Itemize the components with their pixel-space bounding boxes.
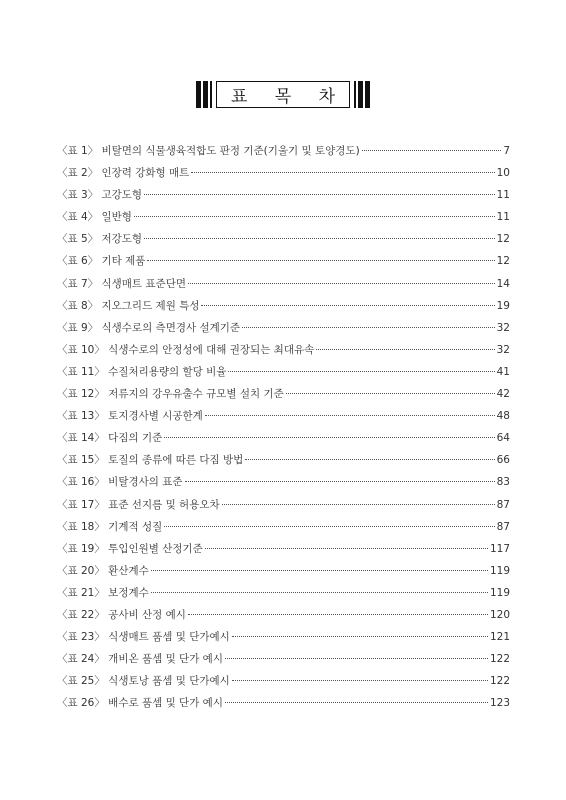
dot-leader (242, 327, 495, 328)
toc-entry-label: 〈표 24〉 개비온 품셈 및 단가 예시 (57, 653, 223, 666)
toc-entry[interactable] (57, 563, 510, 585)
toc-entry-label: 〈표 3〉 고강도형 (57, 189, 143, 202)
toc-page-number: 32 (496, 321, 510, 334)
toc-page-number: 11 (496, 189, 510, 202)
toc-entry[interactable] (57, 187, 510, 209)
bar-ornament (203, 81, 208, 108)
toc-entry-label: 〈표 12〉 저류지의 강우유출수 규모별 설치 기준 (57, 388, 284, 401)
toc-page-number: 12 (496, 233, 510, 246)
toc-entry[interactable] (57, 519, 510, 541)
toc-entry-label: 〈표 5〉 저강도형 (57, 233, 143, 246)
toc-entry-label: 〈표 14〉 다짐의 기준 (57, 432, 163, 445)
toc-entry[interactable] (57, 541, 510, 563)
toc-page-number: 87 (496, 520, 510, 533)
dot-leader (188, 614, 488, 615)
toc-entry-label: 〈표 8〉 지오그리드 제원 특성 (57, 299, 200, 312)
dot-leader (362, 150, 502, 151)
toc-page-number: 83 (496, 476, 510, 489)
toc-page-number: 64 (496, 432, 510, 445)
dot-leader (134, 216, 495, 217)
toc-entry-label: 〈표 2〉 인장력 강화형 매트 (57, 167, 190, 180)
dot-leader (205, 415, 495, 416)
dot-leader (205, 548, 488, 549)
page-title-box (216, 81, 350, 108)
toc-entry[interactable] (57, 386, 510, 408)
toc-page-number: 123 (489, 697, 510, 710)
right-bar-decoration (354, 81, 370, 108)
dot-leader (225, 702, 488, 703)
toc-page-number: 14 (496, 277, 510, 290)
toc-page-number: 32 (496, 343, 510, 356)
bar-ornament (354, 81, 356, 108)
toc-entry-label: 〈표 7〉 식생매트 표준단면 (57, 277, 186, 290)
toc-entry-label: 〈표 10〉 식생수로의 안정성에 대해 권장되는 최대유속 (57, 343, 315, 356)
toc-entry[interactable] (57, 607, 510, 629)
toc-entry-label: 〈표 9〉 식생수로의 측면경사 설계기준 (57, 321, 241, 334)
dot-leader (232, 680, 488, 681)
toc-page-number: 122 (489, 653, 510, 666)
toc-entry[interactable] (57, 364, 510, 386)
bar-ornament (196, 81, 201, 108)
bar-ornament (210, 81, 212, 108)
toc-entry[interactable] (57, 209, 510, 231)
toc-entry-label: 〈표 18〉 기계적 성질 (57, 520, 163, 533)
toc-entry-label: 〈표 15〉 토질의 종류에 따른 다짐 방법 (57, 454, 244, 467)
toc-page-number: 41 (496, 365, 510, 378)
dot-leader (286, 393, 495, 394)
toc-entry[interactable] (57, 298, 510, 320)
page-title: 표 목 차 (230, 87, 347, 107)
dot-leader (151, 592, 488, 593)
toc-page-number: 121 (489, 631, 510, 644)
dot-leader (147, 260, 494, 261)
toc-entry-label: 〈표 21〉 보정계수 (57, 586, 149, 599)
toc-entry[interactable] (57, 497, 510, 519)
toc-title-banner (0, 81, 566, 108)
toc-page-number: 120 (489, 608, 510, 621)
toc-entry-label: 〈표 17〉 표준 선지름 및 허용오차 (57, 498, 220, 511)
toc-entry[interactable] (57, 430, 510, 452)
toc-page-number: 42 (496, 388, 510, 401)
dot-leader (228, 371, 494, 372)
bar-ornament (358, 81, 363, 108)
dot-leader (232, 636, 488, 637)
table-of-contents-list (57, 143, 510, 717)
toc-page-number: 122 (489, 675, 510, 688)
toc-page-number: 48 (496, 410, 510, 423)
toc-entry[interactable] (57, 320, 510, 342)
toc-entry[interactable] (57, 253, 510, 275)
dot-leader (164, 437, 494, 438)
dot-leader (144, 238, 495, 239)
dot-leader (188, 283, 495, 284)
dot-leader (185, 481, 495, 482)
dot-leader (245, 459, 494, 460)
toc-entry[interactable] (57, 585, 510, 607)
toc-page-number: 119 (489, 564, 510, 577)
toc-entry[interactable] (57, 165, 510, 187)
dot-leader (316, 349, 494, 350)
toc-page-number: 87 (496, 498, 510, 511)
toc-entry-label: 〈표 19〉 투입인원별 산정기준 (57, 542, 203, 555)
dot-leader (151, 570, 488, 571)
dot-leader (144, 194, 495, 195)
toc-entry-label: 〈표 23〉 식생매트 품셈 및 단가예시 (57, 631, 230, 644)
toc-entry-label: 〈표 22〉 공사비 산정 예시 (57, 608, 186, 621)
toc-entry[interactable] (57, 629, 510, 651)
toc-page-number: 12 (496, 255, 510, 268)
left-bar-decoration (196, 81, 212, 108)
toc-entry-label: 〈표 25〉 식생토낭 품셈 및 단가예시 (57, 675, 230, 688)
toc-entry[interactable] (57, 231, 510, 253)
dot-leader (164, 526, 494, 527)
toc-entry-label: 〈표 1〉 비탈면의 식물생육적합도 판정 기준(기울기 및 토양경도) (57, 145, 360, 157)
toc-entry[interactable] (57, 143, 510, 165)
dot-leader (191, 172, 494, 173)
toc-page-number: 66 (496, 454, 510, 467)
toc-entry[interactable] (57, 651, 510, 673)
toc-page-number: 119 (489, 586, 510, 599)
toc-entry[interactable] (57, 695, 510, 717)
toc-page-number: 11 (496, 211, 510, 224)
toc-entry[interactable] (57, 408, 510, 430)
toc-entry-label: 〈표 6〉 기타 제품 (57, 255, 146, 268)
toc-entry[interactable] (57, 276, 510, 298)
toc-entry-label: 〈표 13〉 토지경사별 시공한계 (57, 410, 203, 423)
toc-entry-label: 〈표 20〉 환산계수 (57, 564, 149, 577)
toc-entry-label: 〈표 11〉 수질처리용량의 할당 비율 (57, 365, 227, 378)
toc-page-number: 117 (489, 542, 510, 555)
toc-entry-label: 〈표 16〉 비탈경사의 표준 (57, 476, 183, 489)
toc-entry[interactable] (57, 474, 510, 496)
toc-entry[interactable] (57, 673, 510, 695)
toc-entry-label: 〈표 4〉 일반형 (57, 211, 132, 224)
toc-page-number: 10 (496, 167, 510, 180)
toc-page-number: 7 (503, 145, 510, 157)
dot-leader (225, 658, 488, 659)
toc-entry[interactable] (57, 452, 510, 474)
bar-ornament (365, 81, 370, 108)
dot-leader (222, 504, 495, 505)
toc-entry[interactable] (57, 342, 510, 364)
toc-page-number: 19 (496, 299, 510, 312)
toc-entry-label: 〈표 26〉 배수로 품셈 및 단가 예시 (57, 697, 223, 710)
dot-leader (201, 305, 494, 306)
